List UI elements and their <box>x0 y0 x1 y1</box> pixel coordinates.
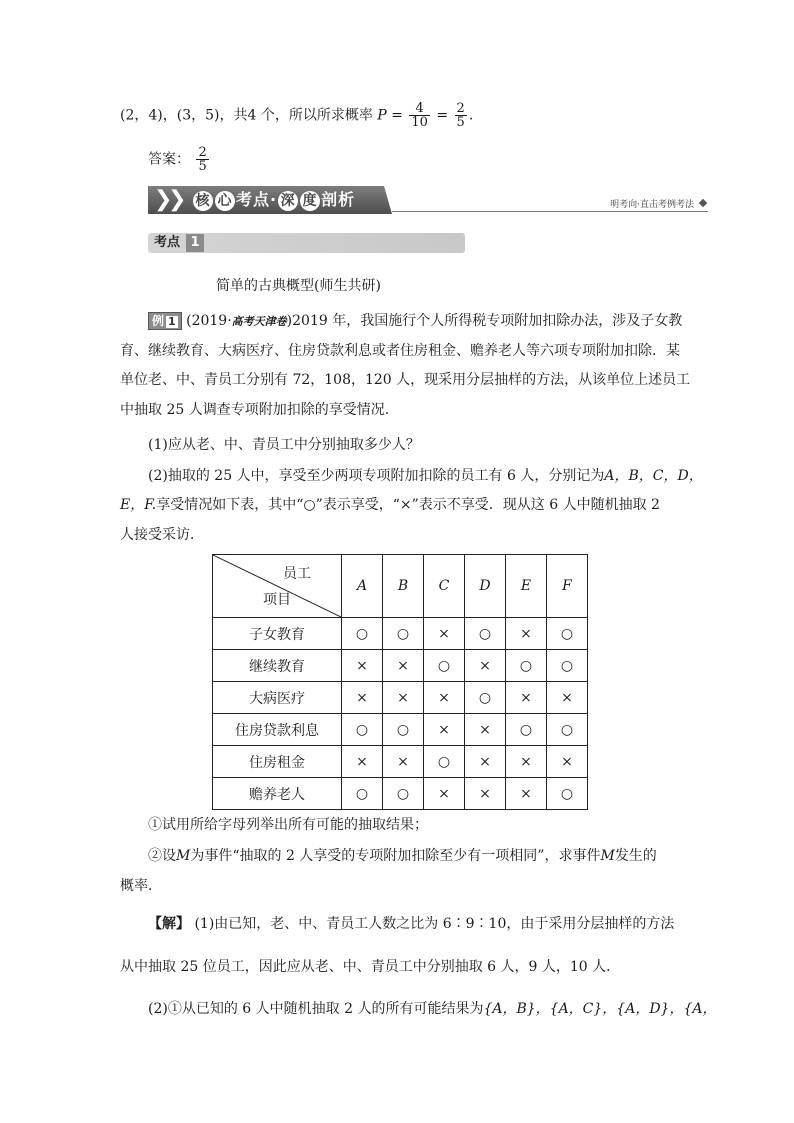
section-banner <box>148 186 708 214</box>
row-label: 继续教育 <box>213 650 342 682</box>
banner-char-circle: 核 <box>193 191 213 211</box>
table-cell: × <box>424 714 465 746</box>
table-cell: × <box>506 682 547 714</box>
sub-question-2-line-2: 概率． <box>120 878 162 894</box>
question-2-line-3: 人接受采访． <box>120 527 204 543</box>
table-cell: × <box>342 682 383 714</box>
answer-line <box>148 146 708 173</box>
column-header: C <box>424 555 465 618</box>
question-2-vars: A，B，C，D， <box>604 468 703 484</box>
period: . <box>468 107 474 124</box>
prob-variable: P <box>377 107 387 124</box>
event-variable: M <box>176 848 191 864</box>
table-row <box>213 650 588 682</box>
table-cell: ○ <box>465 618 506 650</box>
example-badge <box>148 312 182 330</box>
prob-line <box>120 102 680 129</box>
column-header: A <box>342 555 383 618</box>
question-2-vars: E，F. <box>120 497 157 513</box>
example-source-year: (2019· <box>186 313 232 329</box>
solution-text: (2)①从已知的 6 人中随机抽取 2 人的所有可能结果为 <box>148 1001 484 1017</box>
table-row <box>213 746 588 778</box>
example-line-3: 单位老、中、青员工分别有 72，108，120 人，现采用分层抽样的方法，从该单位上述员工 <box>120 372 691 388</box>
question-2-line-1 <box>148 466 708 486</box>
table-row <box>213 714 588 746</box>
solution-line-1 <box>148 914 708 934</box>
table-row <box>213 778 588 810</box>
table-cell: × <box>383 650 424 682</box>
answer-label: 答案： <box>148 151 190 168</box>
table-cell: ○ <box>342 618 383 650</box>
fraction-denominator: 10 <box>411 115 428 130</box>
banner-subtitle: 明考向·直击考例考法 <box>610 200 694 210</box>
sub-question-2-text: 为事件“抽取的 2 人享受的专项附加扣除至少有一项相同”，求事件 <box>190 848 601 864</box>
equals-sign: = <box>391 107 403 124</box>
diamond-icon <box>699 199 707 207</box>
table-cell: × <box>383 746 424 778</box>
row-label: 子女教育 <box>213 618 342 650</box>
example-source: 高考天津卷 <box>231 315 287 328</box>
sub-question-2-line-1 <box>148 846 708 866</box>
corner-cell-content <box>213 555 341 617</box>
prob-line-text: (2，4)，(3，5)，共4 个，所以所求概率 <box>120 107 373 124</box>
question-2-text: 享受情况如下表，其中“○”表示享受，“×”表示不享受．现从这 6 人中随机抽取 2 <box>156 497 660 513</box>
banner-title-end: 剖析 <box>321 190 356 209</box>
example-line-2: 育、继续教育、大病医疗、住房贷款利息或者住房租金、赡养老人等六项专项附加扣除．某 <box>120 343 680 359</box>
table-cell: ○ <box>383 778 424 810</box>
solution-line-2: 从中抽取 25 位员工，因此应从老、中、青员工中分别抽取 6 人，9 人，10 人． <box>120 959 621 975</box>
benefits-table <box>212 554 588 810</box>
equals-sign: = <box>436 107 449 124</box>
table-cell: ○ <box>547 618 588 650</box>
table-cell: ○ <box>506 714 547 746</box>
table-cell: × <box>424 682 465 714</box>
chevron-right-icon: ❯ <box>154 187 173 212</box>
example-line-1 <box>148 311 708 332</box>
event-variable: M <box>600 848 615 864</box>
sub-question-2-text: ②设 <box>148 848 176 864</box>
table-cell: × <box>342 650 383 682</box>
solution-text: (1)由已知，老、中、青员工人数之比为 6∶9∶10，由于采用分层抽样的方法 <box>194 916 675 932</box>
chevron-right-icon: ❯ <box>168 187 187 212</box>
fraction-numerator: 4 <box>409 102 430 116</box>
column-header: B <box>383 555 424 618</box>
table-cell: ○ <box>383 618 424 650</box>
table-cell: ○ <box>506 650 547 682</box>
row-label: 住房贷款利息 <box>213 714 342 746</box>
banner-char-circle: 度 <box>300 191 320 211</box>
row-label: 赡养老人 <box>213 778 342 810</box>
fraction-numerator: 2 <box>198 145 207 160</box>
table-cell: ○ <box>547 650 588 682</box>
table-cell: ○ <box>547 778 588 810</box>
solution-outcomes: {A，B}，{A，C}，{A，D}，{A， <box>483 1001 717 1017</box>
table-header-row <box>213 555 588 618</box>
question-1: (1)应从老、中、青员工中分别抽取多少人？ <box>148 437 420 453</box>
example-text: 2019 年，我国施行个人所得税专项附加扣除办法，涉及子女教 <box>292 313 683 329</box>
table-cell: ○ <box>342 714 383 746</box>
table-cell: × <box>506 746 547 778</box>
table-cell: × <box>465 746 506 778</box>
sub-question-1: ①试用所给字母列举出所有可能的抽取结果； <box>148 817 428 833</box>
example-badge-label: 例 <box>152 314 165 328</box>
table-cell: × <box>465 714 506 746</box>
table-row <box>213 618 588 650</box>
column-header: D <box>465 555 506 618</box>
example-number: 1 <box>168 315 176 328</box>
table-cell: ○ <box>424 650 465 682</box>
header-employee: 员工 <box>283 566 311 582</box>
table-cell: × <box>506 618 547 650</box>
table-cell: × <box>465 778 506 810</box>
banner-title-mid: 考点· <box>236 190 278 209</box>
row-label: 大病医疗 <box>213 682 342 714</box>
answer-fraction <box>196 146 208 173</box>
column-header: E <box>506 555 547 618</box>
table-row <box>213 682 588 714</box>
table-cell: ○ <box>383 714 424 746</box>
sub-question-2-text: 发生的 <box>614 848 657 864</box>
table-cell: × <box>506 778 547 810</box>
table-cell: × <box>547 746 588 778</box>
example-line-4: 中抽取 25 人调查专项附加扣除的享受情况． <box>120 402 399 418</box>
fraction-denominator: 5 <box>198 159 207 174</box>
banner-title <box>192 189 355 211</box>
fraction-4-10 <box>409 102 430 129</box>
section-title: 简单的古典概型(师生共研) <box>216 278 381 294</box>
banner-char-circle: 心 <box>215 191 235 211</box>
question-2-line-2 <box>120 495 680 515</box>
fraction-denominator: 5 <box>456 115 465 130</box>
header-item: 项目 <box>263 592 291 608</box>
table-cell: ○ <box>547 714 588 746</box>
fraction-2-5 <box>455 102 467 129</box>
table-cell: × <box>424 778 465 810</box>
kaodian-bar <box>148 233 465 253</box>
example-source-close: ) <box>286 313 293 329</box>
question-2-text: (2)抽取的 25 人中，享受至少两项专项附加扣除的员工有 6 人，分别记为 <box>148 468 605 484</box>
solution-label: 【解】 <box>148 916 190 932</box>
kaodian-number: 1 <box>186 234 204 252</box>
fraction-numerator: 2 <box>456 101 465 116</box>
table-cell: × <box>547 682 588 714</box>
column-header: F <box>547 555 588 618</box>
table-cell: × <box>465 650 506 682</box>
kaodian-label: 考点 <box>154 235 181 250</box>
solution-line-3 <box>148 999 717 1019</box>
table-cell: × <box>342 746 383 778</box>
table-cell: × <box>383 682 424 714</box>
table-cell: × <box>424 618 465 650</box>
table-cell: ○ <box>342 778 383 810</box>
table-cell: ○ <box>424 746 465 778</box>
table-corner-cell <box>213 555 342 618</box>
banner-char-circle: 深 <box>278 191 298 211</box>
row-label: 住房租金 <box>213 746 342 778</box>
banner-rule <box>392 211 708 212</box>
table-cell: ○ <box>465 682 506 714</box>
